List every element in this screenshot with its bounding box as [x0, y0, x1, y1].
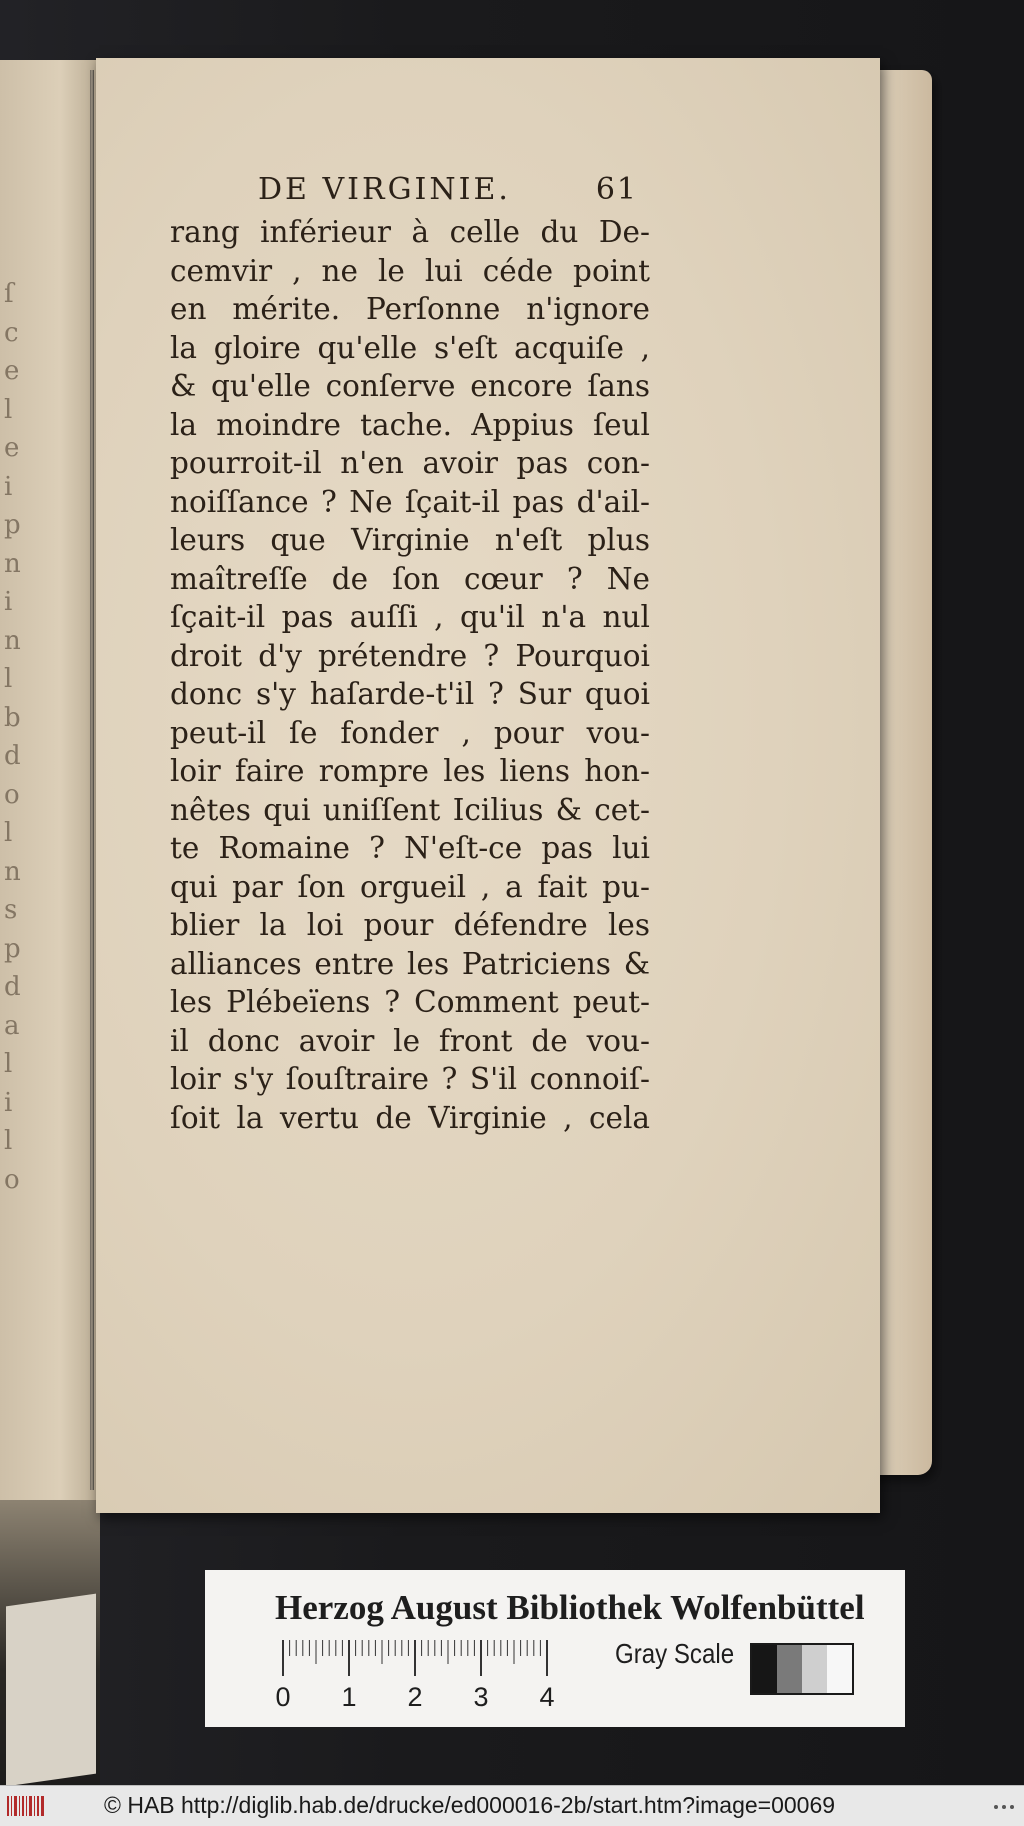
text-line: noiſſance ? Ne ſçait-il pas d'ail-: [170, 484, 650, 519]
gray-swatch: [802, 1645, 827, 1693]
left-page-letter: p: [4, 510, 21, 540]
text-line: te Romaine ? N'eſt-ce pas lui: [170, 831, 650, 865]
ruler-number: 1: [341, 1682, 357, 1712]
ruler-number: 2: [407, 1682, 423, 1712]
text-line: il donc avoir le front de vou-: [170, 1023, 650, 1058]
gray-swatch: [752, 1645, 777, 1693]
left-page-letter: n: [4, 548, 21, 579]
left-page-letter: e: [4, 356, 20, 386]
left-page-letter: i: [4, 1087, 13, 1118]
measurement-ruler: [281, 1636, 601, 1678]
left-page-letter: c: [4, 317, 19, 348]
left-page-letter: d: [4, 972, 21, 1002]
left-page-letter: i: [4, 587, 13, 617]
running-head: [258, 172, 638, 216]
left-page-letter: l: [4, 394, 13, 425]
left-page-label-edge: [6, 1594, 96, 1787]
page-text: [170, 213, 650, 1137]
text-line: cemvir , ne le lui céde point: [170, 253, 650, 288]
running-head-title: DE VIRGINIE.: [258, 172, 511, 207]
text-line: leurs que Virginie n'eſt plus: [170, 523, 650, 557]
color-scale-card: [205, 1570, 905, 1727]
text-line: & qu'elle conſerve encore ſans: [170, 369, 650, 403]
text-line: maîtreſſe de ſon cœur ? Ne: [170, 561, 650, 596]
text-line: alliances entre les Patriciens &: [170, 946, 650, 981]
left-page-letter: l: [4, 1049, 13, 1079]
left-page-letter: n: [4, 856, 21, 887]
book-spine: [90, 70, 94, 1490]
text-line: pourroit-il n'en avoir pas con-: [170, 446, 650, 480]
more-icon[interactable]: [992, 1802, 1016, 1812]
text-line: loir faire rompre les liens hon-: [170, 754, 650, 788]
left-page-letter: l: [4, 1126, 13, 1156]
ruler-numbers: [273, 1682, 603, 1712]
ruler-number: 0: [275, 1682, 291, 1712]
text-line: ſoit la vertu de Virginie , cela: [170, 1100, 650, 1135]
gray-scale-swatches: [750, 1643, 854, 1695]
text-line: donc s'y haſarde-t'il ? Sur quoi: [170, 677, 650, 711]
left-page-letter: l: [4, 818, 13, 848]
left-page-letter: l: [4, 664, 13, 694]
text-line: blier la loi pour défendre les: [170, 908, 650, 942]
left-page-letter: o: [4, 1164, 20, 1195]
text-line: droit d'y prétendre ? Pourquoi: [170, 638, 650, 673]
left-page-letter: o: [4, 779, 20, 810]
text-line: peut-il ſe fonder , pour vou-: [170, 715, 650, 750]
left-page-letter: b: [4, 702, 21, 733]
status-bar: [0, 1785, 1024, 1826]
left-page-letter: a: [4, 1010, 20, 1041]
page-number: 61: [595, 172, 638, 207]
left-page-letter: ſ: [4, 279, 14, 309]
gray-swatch: [777, 1645, 802, 1693]
text-line: loir s'y ſouſtraire ? S'il connoiſ-: [170, 1062, 650, 1096]
text-line: rang inférieur à celle du De-: [170, 215, 650, 249]
left-page-letter: e: [4, 433, 20, 463]
gray-scale-label: Gray Scale: [615, 1638, 735, 1669]
institution-name: Herzog August Bibliothek Wolfenbüttel: [275, 1588, 865, 1627]
source-url: © HAB http://diglib.hab.de/drucke/ed000016-2b/start.htm?image=00069: [104, 1792, 836, 1818]
left-page-letter: s: [4, 895, 18, 925]
left-page-letter: d: [4, 741, 21, 771]
left-page-letters: [4, 275, 28, 1199]
ruler-number: 4: [539, 1682, 555, 1712]
left-neighbour-page: [0, 60, 100, 1500]
ruler-number: 3: [473, 1682, 489, 1712]
text-line: les Plébeïens ? Comment peut-: [170, 985, 650, 1019]
left-page-letter: n: [4, 625, 21, 656]
text-line: qui par ſon orgueil , a fait pu-: [170, 869, 650, 904]
text-line: la moindre tache. Appius ſeul: [170, 407, 650, 442]
text-line: en mérite. Perſonne n'ignore: [170, 292, 650, 326]
gray-swatch: [827, 1645, 852, 1693]
left-page-letter: p: [4, 933, 21, 964]
barcode-icon: [6, 1794, 46, 1818]
text-line: nêtes qui uniſſent Icilius & cet-: [170, 792, 650, 827]
left-page-letter: i: [4, 471, 13, 502]
text-line: ſçait-il pas auſſi , qu'il n'a nul: [170, 600, 650, 634]
text-line: la gloire qu'elle s'eſt acquiſe ,: [170, 330, 650, 365]
